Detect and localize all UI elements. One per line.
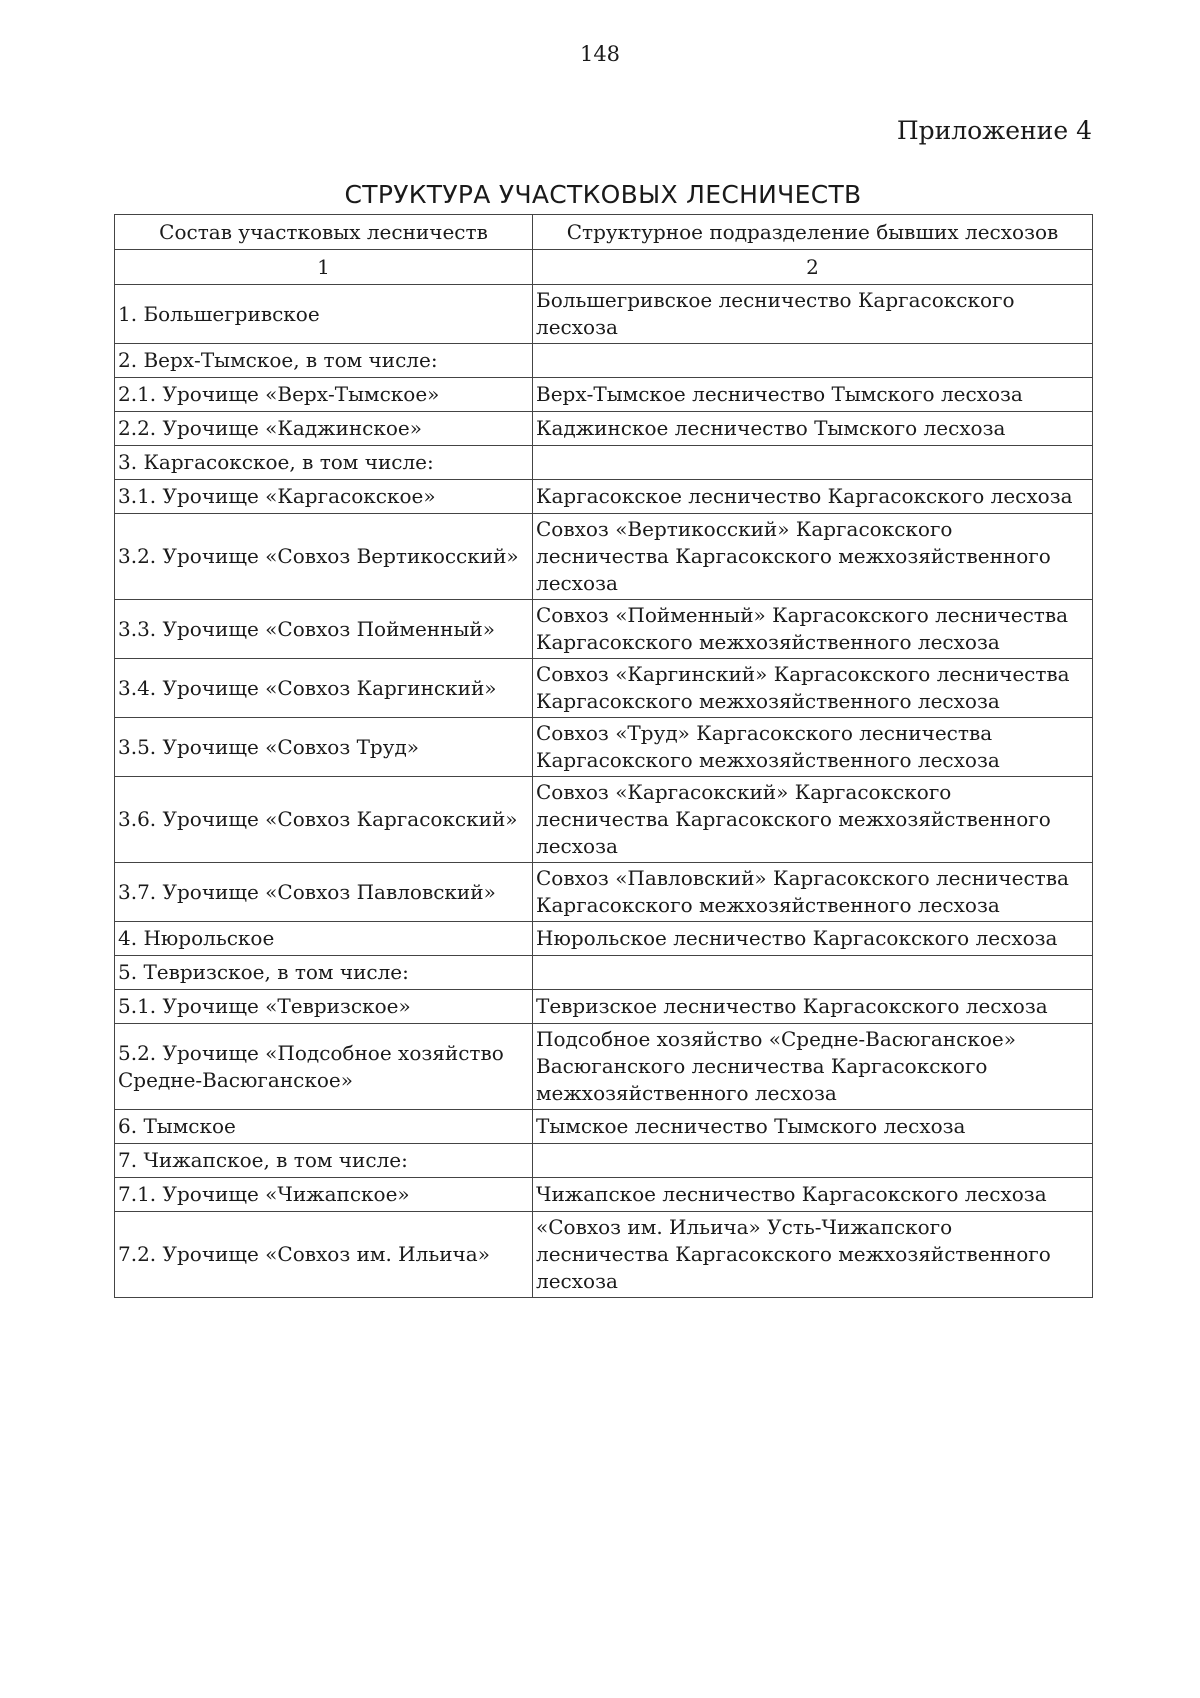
column-header-former-division: Структурное подразделение бывших лесхозов: [533, 215, 1093, 250]
forestry-composition-cell: 1. Большегривское: [115, 285, 533, 344]
table-row: [115, 344, 1093, 378]
former-division-cell: Тевризское лесничество Каргасокского лесхоза: [533, 990, 1093, 1024]
former-division-cell: Нюрольское лесничество Каргасокского лесхоза: [533, 922, 1093, 956]
table-row: [115, 659, 1093, 718]
forestry-composition-cell: 3.7. Урочище «Совхоз Павловский»: [115, 863, 533, 922]
former-division-cell: Большегривское лесничество Каргасокского лесхоза: [533, 285, 1093, 344]
table-row: [115, 1024, 1093, 1110]
former-division-cell: Подсобное хозяйство «Средне-Васюганское» Васюганского лесничества Каргасокского межхозяйственного лесхоза: [533, 1024, 1093, 1110]
former-division-cell: Каджинское лесничество Тымского лесхоза: [533, 412, 1093, 446]
former-division-cell: «Совхоз им. Ильича» Усть-Чижапского лесничества Каргасокского межхозяйственного лесхоза: [533, 1212, 1093, 1298]
former-division-cell: [533, 1144, 1093, 1178]
forestry-structure-table: [114, 214, 1093, 1298]
forestry-composition-cell: 3.3. Урочище «Совхоз Пойменный»: [115, 600, 533, 659]
table-header-row: [115, 215, 1093, 250]
table-row: [115, 1212, 1093, 1298]
table-row: [115, 446, 1093, 480]
page-number: 148: [579, 42, 621, 66]
column-header-composition: Состав участковых лесничеств: [115, 215, 533, 250]
former-division-cell: Совхоз «Каргинский» Каргасокского лесничества Каргасокского межхозяйственного лесхоза: [533, 659, 1093, 718]
forestry-composition-cell: 3.2. Урочище «Совхоз Вертикосский»: [115, 514, 533, 600]
former-division-cell: Чижапское лесничество Каргасокского лесхоза: [533, 1178, 1093, 1212]
table-row: [115, 863, 1093, 922]
forestry-composition-cell: 6. Тымское: [115, 1110, 533, 1144]
forestry-composition-cell: 5.1. Урочище «Тевризское»: [115, 990, 533, 1024]
former-division-cell: Тымское лесничество Тымского лесхоза: [533, 1110, 1093, 1144]
former-division-cell: Совхоз «Пойменный» Каргасокского лесничества Каргасокского межхозяйственного лесхоза: [533, 600, 1093, 659]
forestry-composition-cell: 2. Верх-Тымское, в том числе:: [115, 344, 533, 378]
forestry-composition-cell: 5. Тевризское, в том числе:: [115, 956, 533, 990]
column-number: 1: [115, 250, 533, 285]
forestry-composition-cell: 7.1. Урочище «Чижапское»: [115, 1178, 533, 1212]
table-row: [115, 718, 1093, 777]
column-number: 2: [533, 250, 1093, 285]
table-row: [115, 412, 1093, 446]
forestry-composition-cell: 4. Нюрольское: [115, 922, 533, 956]
former-division-cell: Совхоз «Вертикосский» Каргасокского лесничества Каргасокского межхозяйственного лесхоза: [533, 514, 1093, 600]
table-row: [115, 990, 1093, 1024]
forestry-composition-cell: 3.1. Урочище «Каргасокское»: [115, 480, 533, 514]
forestry-composition-cell: 3.4. Урочище «Совхоз Каргинский»: [115, 659, 533, 718]
forestry-composition-cell: 2.2. Урочище «Каджинское»: [115, 412, 533, 446]
former-division-cell: [533, 344, 1093, 378]
former-division-cell: Каргасокское лесничество Каргасокского лесхоза: [533, 480, 1093, 514]
former-division-cell: [533, 446, 1093, 480]
table-row: [115, 285, 1093, 344]
forestry-composition-cell: 3.6. Урочище «Совхоз Каргасокский»: [115, 777, 533, 863]
table-row: [115, 600, 1093, 659]
table-row: [115, 378, 1093, 412]
former-division-cell: Верх-Тымское лесничество Тымского лесхоза: [533, 378, 1093, 412]
former-division-cell: Совхоз «Павловский» Каргасокского лесничества Каргасокского межхозяйственного лесхоза: [533, 863, 1093, 922]
forestry-composition-cell: 2.1. Урочище «Верх-Тымское»: [115, 378, 533, 412]
table-row: [115, 514, 1093, 600]
former-division-cell: Совхоз «Труд» Каргасокского лесничества Каргасокского межхозяйственного лесхоза: [533, 718, 1093, 777]
forestry-composition-cell: 3.5. Урочище «Совхоз Труд»: [115, 718, 533, 777]
document-title: СТРУКТУРА УЧАСТКОВЫХ ЛЕСНИЧЕСТВ: [344, 180, 862, 209]
column-number-row: [115, 250, 1093, 285]
table-row: [115, 1144, 1093, 1178]
former-division-cell: [533, 956, 1093, 990]
forestry-composition-cell: 7. Чижапское, в том числе:: [115, 1144, 533, 1178]
former-division-cell: Совхоз «Каргасокский» Каргасокского лесничества Каргасокского межхозяйственного лесхоза: [533, 777, 1093, 863]
forestry-composition-cell: 3. Каргасокское, в том числе:: [115, 446, 533, 480]
table-row: [115, 480, 1093, 514]
forestry-composition-cell: 7.2. Урочище «Совхоз им. Ильича»: [115, 1212, 533, 1298]
table-row: [115, 956, 1093, 990]
table-row: [115, 1110, 1093, 1144]
table-row: [115, 777, 1093, 863]
appendix-label: Приложение 4: [896, 116, 1092, 145]
forestry-composition-cell: 5.2. Урочище «Подсобное хозяйство Средне-Васюганское»: [115, 1024, 533, 1110]
table-row: [115, 922, 1093, 956]
table-row: [115, 1178, 1093, 1212]
